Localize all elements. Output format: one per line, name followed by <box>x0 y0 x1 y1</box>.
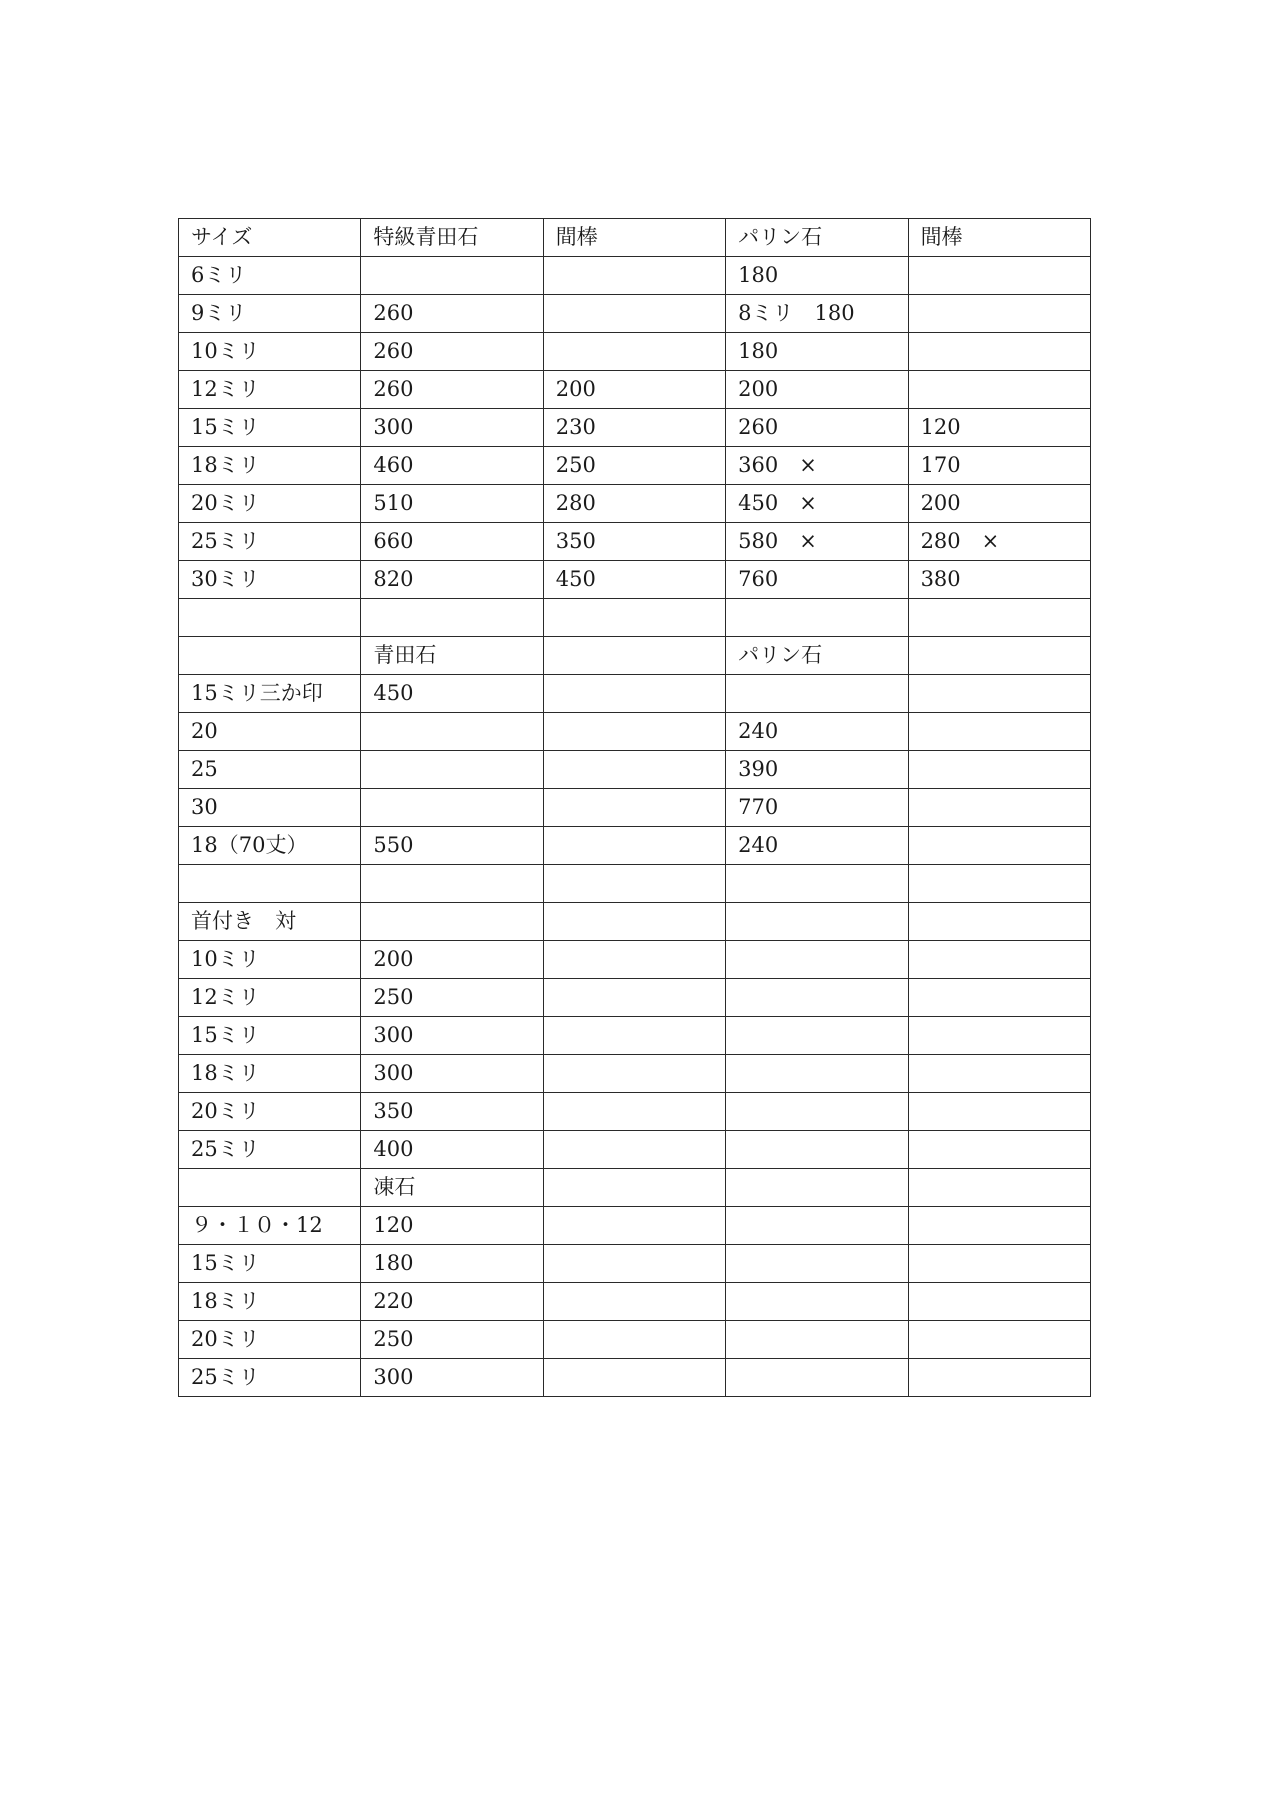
table-cell <box>726 979 908 1017</box>
table-row <box>179 1359 1091 1397</box>
table-row <box>179 979 1091 1017</box>
table-row <box>179 1017 1091 1055</box>
table-cell: 18（70丈） <box>179 827 361 865</box>
table-cell <box>726 1169 908 1207</box>
table-cell <box>908 1207 1090 1245</box>
table-cell: 25 <box>179 751 361 789</box>
table-cell: 230 <box>543 409 725 447</box>
table-row <box>179 1169 1091 1207</box>
table-cell <box>726 1283 908 1321</box>
table-row <box>179 371 1091 409</box>
table-cell <box>179 599 361 637</box>
table-cell: 390 <box>726 751 908 789</box>
table-header-cell: 間棒 <box>908 219 1090 257</box>
table-cell <box>908 979 1090 1017</box>
table-cell: 180 <box>361 1245 543 1283</box>
table-row <box>179 1245 1091 1283</box>
table-cell <box>908 751 1090 789</box>
table-cell <box>908 257 1090 295</box>
table-cell: 25ミリ <box>179 1359 361 1397</box>
table-cell <box>726 1321 908 1359</box>
table-cell <box>543 1017 725 1055</box>
table-cell: 180 <box>726 333 908 371</box>
table-cell: 400 <box>361 1131 543 1169</box>
table-cell <box>908 599 1090 637</box>
table-header-cell: サイズ <box>179 219 361 257</box>
table-cell: 260 <box>361 333 543 371</box>
table-cell: 260 <box>726 409 908 447</box>
table-cell <box>361 751 543 789</box>
table-cell <box>908 675 1090 713</box>
table-row <box>179 637 1091 675</box>
table-cell: 250 <box>543 447 725 485</box>
table-row <box>179 865 1091 903</box>
table-row <box>179 827 1091 865</box>
table-cell <box>543 637 725 675</box>
table-cell <box>543 1359 725 1397</box>
table-cell <box>543 1283 725 1321</box>
table-cell <box>543 599 725 637</box>
table-row <box>179 333 1091 371</box>
table-cell <box>726 1207 908 1245</box>
table-cell <box>543 1131 725 1169</box>
table-cell <box>361 903 543 941</box>
table-cell: 120 <box>908 409 1090 447</box>
table-cell <box>543 1245 725 1283</box>
table-cell: 200 <box>543 371 725 409</box>
table-cell <box>361 599 543 637</box>
table-cell: 820 <box>361 561 543 599</box>
table-cell: 18ミリ <box>179 447 361 485</box>
table-cell: 510 <box>361 485 543 523</box>
table-cell: 580 × <box>726 523 908 561</box>
table-cell <box>726 1017 908 1055</box>
table-cell: 280 × <box>908 523 1090 561</box>
table-row <box>179 485 1091 523</box>
table-cell: 120 <box>361 1207 543 1245</box>
table-cell <box>908 713 1090 751</box>
table-cell: 220 <box>361 1283 543 1321</box>
table-cell <box>361 865 543 903</box>
table-cell: 200 <box>908 485 1090 523</box>
table-cell: 25ミリ <box>179 1131 361 1169</box>
table-cell <box>726 941 908 979</box>
table-cell <box>543 827 725 865</box>
price-table-body <box>179 219 1091 1397</box>
table-cell <box>543 941 725 979</box>
table-cell <box>179 1169 361 1207</box>
table-cell <box>908 295 1090 333</box>
table-row <box>179 409 1091 447</box>
table-cell: 15ミリ <box>179 1245 361 1283</box>
table-header-cell: 特級青田石 <box>361 219 543 257</box>
table-cell: 首付き 対 <box>179 903 361 941</box>
table-cell: 30ミリ <box>179 561 361 599</box>
table-cell: 6ミリ <box>179 257 361 295</box>
table-cell: 18ミリ <box>179 1055 361 1093</box>
table-row <box>179 561 1091 599</box>
table-cell <box>543 675 725 713</box>
table-cell: 10ミリ <box>179 333 361 371</box>
table-cell <box>543 1055 725 1093</box>
table-cell: 660 <box>361 523 543 561</box>
table-cell <box>179 865 361 903</box>
table-cell <box>908 1245 1090 1283</box>
table-cell <box>361 713 543 751</box>
table-row <box>179 941 1091 979</box>
table-cell <box>726 865 908 903</box>
table-cell <box>543 1093 725 1131</box>
table-row <box>179 523 1091 561</box>
table-cell: 300 <box>361 1359 543 1397</box>
table-cell: 9ミリ <box>179 295 361 333</box>
table-cell: 260 <box>361 371 543 409</box>
table-cell: 240 <box>726 827 908 865</box>
table-cell: 200 <box>726 371 908 409</box>
table-row <box>179 1207 1091 1245</box>
table-cell <box>543 903 725 941</box>
table-cell: 770 <box>726 789 908 827</box>
table-cell: 250 <box>361 1321 543 1359</box>
table-cell <box>361 789 543 827</box>
table-cell: 240 <box>726 713 908 751</box>
table-cell: 170 <box>908 447 1090 485</box>
table-cell: 760 <box>726 561 908 599</box>
table-cell: 30 <box>179 789 361 827</box>
table-cell <box>726 1131 908 1169</box>
table-cell <box>543 295 725 333</box>
table-cell: 260 <box>361 295 543 333</box>
table-cell <box>726 903 908 941</box>
table-cell <box>543 1207 725 1245</box>
table-cell: 450 × <box>726 485 908 523</box>
table-cell: 12ミリ <box>179 371 361 409</box>
table-cell <box>908 789 1090 827</box>
table-cell <box>543 789 725 827</box>
table-cell <box>908 827 1090 865</box>
table-cell <box>726 675 908 713</box>
table-cell: 12ミリ <box>179 979 361 1017</box>
table-cell <box>908 1359 1090 1397</box>
table-cell <box>726 1359 908 1397</box>
table-cell: 350 <box>543 523 725 561</box>
table-cell: 180 <box>726 257 908 295</box>
table-cell: 450 <box>543 561 725 599</box>
table-cell: 20ミリ <box>179 1321 361 1359</box>
table-cell: 8ミリ 180 <box>726 295 908 333</box>
table-header-row <box>179 219 1091 257</box>
table-cell: 20 <box>179 713 361 751</box>
table-row <box>179 1283 1091 1321</box>
table-cell <box>908 1131 1090 1169</box>
table-cell <box>726 1093 908 1131</box>
table-cell <box>908 333 1090 371</box>
table-cell: 15ミリ <box>179 1017 361 1055</box>
table-cell <box>908 637 1090 675</box>
table-cell: ９・１０・12 <box>179 1207 361 1245</box>
table-row <box>179 675 1091 713</box>
table-cell <box>726 1245 908 1283</box>
table-cell <box>543 751 725 789</box>
table-cell: 360 × <box>726 447 908 485</box>
table-row <box>179 599 1091 637</box>
table-cell: 25ミリ <box>179 523 361 561</box>
table-row <box>179 789 1091 827</box>
table-cell <box>908 371 1090 409</box>
table-cell: 10ミリ <box>179 941 361 979</box>
table-cell <box>543 333 725 371</box>
table-row <box>179 903 1091 941</box>
table-cell: 300 <box>361 1017 543 1055</box>
table-cell <box>543 257 725 295</box>
table-cell: 凍石 <box>361 1169 543 1207</box>
table-row <box>179 447 1091 485</box>
table-cell <box>908 1055 1090 1093</box>
table-cell <box>726 1055 908 1093</box>
table-cell <box>179 637 361 675</box>
table-cell <box>908 1169 1090 1207</box>
table-cell <box>908 1093 1090 1131</box>
table-cell <box>543 865 725 903</box>
table-cell: 15ミリ三か印 <box>179 675 361 713</box>
table-cell <box>543 1169 725 1207</box>
table-cell <box>361 257 543 295</box>
table-cell <box>908 903 1090 941</box>
table-cell: 250 <box>361 979 543 1017</box>
table-cell: 350 <box>361 1093 543 1131</box>
table-cell <box>908 1283 1090 1321</box>
table-cell: 300 <box>361 409 543 447</box>
table-cell <box>908 1017 1090 1055</box>
table-row <box>179 713 1091 751</box>
table-row <box>179 1131 1091 1169</box>
table-cell: 380 <box>908 561 1090 599</box>
table-cell <box>543 713 725 751</box>
table-header-cell: 間棒 <box>543 219 725 257</box>
table-cell: 18ミリ <box>179 1283 361 1321</box>
table-cell <box>908 1321 1090 1359</box>
table-cell: 460 <box>361 447 543 485</box>
table-cell: 20ミリ <box>179 1093 361 1131</box>
table-row <box>179 751 1091 789</box>
table-row <box>179 257 1091 295</box>
table-row <box>179 1055 1091 1093</box>
table-cell: 280 <box>543 485 725 523</box>
table-row <box>179 295 1091 333</box>
table-cell: 青田石 <box>361 637 543 675</box>
table-cell: 200 <box>361 941 543 979</box>
table-row <box>179 1093 1091 1131</box>
table-row <box>179 1321 1091 1359</box>
table-header-cell: パリン石 <box>726 219 908 257</box>
price-table <box>178 218 1091 1397</box>
table-cell <box>908 941 1090 979</box>
table-cell: 15ミリ <box>179 409 361 447</box>
table-cell <box>543 979 725 1017</box>
table-cell: 20ミリ <box>179 485 361 523</box>
table-cell <box>543 1321 725 1359</box>
table-cell: 300 <box>361 1055 543 1093</box>
table-cell: 550 <box>361 827 543 865</box>
table-cell <box>908 865 1090 903</box>
table-cell: 450 <box>361 675 543 713</box>
table-cell: パリン石 <box>726 637 908 675</box>
table-cell <box>726 599 908 637</box>
